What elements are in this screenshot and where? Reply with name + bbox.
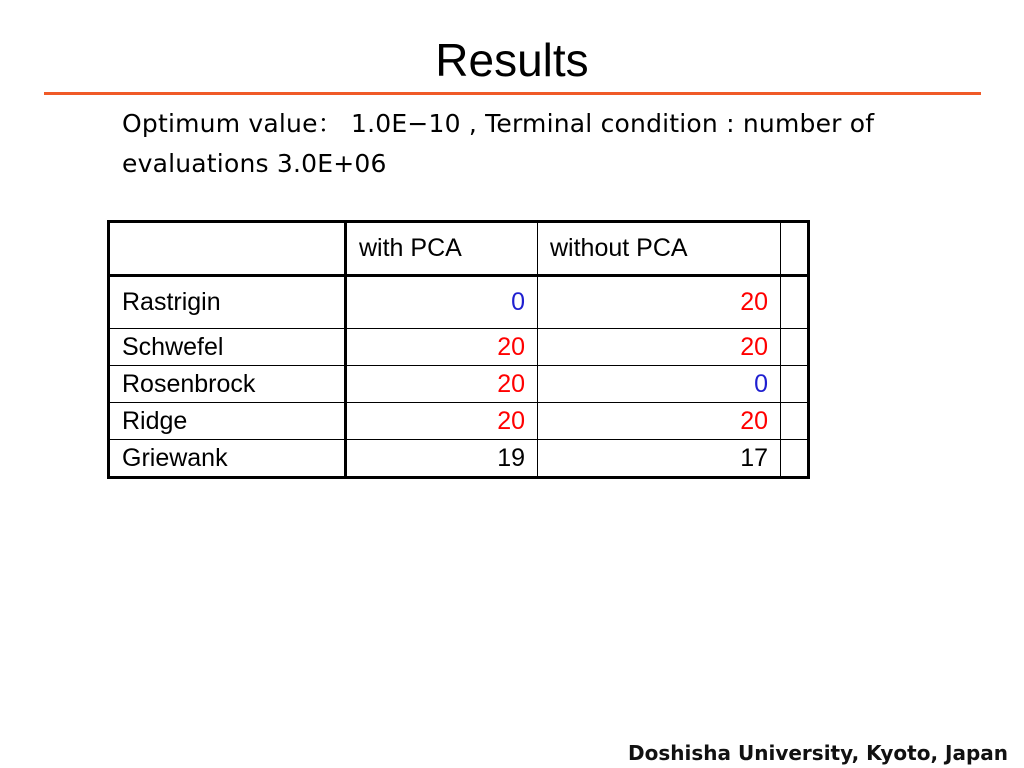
row-function-name: Rosenbrock bbox=[109, 366, 346, 403]
row-without-pca-value: 20 bbox=[538, 276, 781, 329]
footer-affiliation: Doshisha University, Kyoto, Japan bbox=[628, 741, 1008, 765]
title-underline bbox=[44, 92, 981, 95]
row-without-pca-value: 0 bbox=[538, 366, 781, 403]
row-function-name: Ridge bbox=[109, 403, 346, 440]
table-row bbox=[109, 329, 809, 366]
table-header-row bbox=[109, 222, 809, 276]
row-with-pca-value: 19 bbox=[346, 440, 538, 478]
row-with-pca-value: 20 bbox=[346, 403, 538, 440]
row-without-pca-value: 20 bbox=[538, 329, 781, 366]
results-table bbox=[107, 220, 810, 479]
row-extra-cell bbox=[781, 440, 809, 478]
row-function-name: Rastrigin bbox=[109, 276, 346, 329]
table-row bbox=[109, 366, 809, 403]
header-cell-extra bbox=[781, 222, 809, 276]
row-with-pca-value: 0 bbox=[346, 276, 538, 329]
row-extra-cell bbox=[781, 276, 809, 329]
slide-subtitle: Optimum value： 1.0E−10 , Terminal condition : number of evaluations 3.0E+06 bbox=[122, 109, 875, 178]
row-extra-cell bbox=[781, 329, 809, 366]
slide-title: Results bbox=[435, 34, 589, 86]
header-cell-blank bbox=[109, 222, 346, 276]
row-with-pca-value: 20 bbox=[346, 329, 538, 366]
row-without-pca-value: 20 bbox=[538, 403, 781, 440]
row-with-pca-value: 20 bbox=[346, 366, 538, 403]
row-extra-cell bbox=[781, 366, 809, 403]
row-function-name: Griewank bbox=[109, 440, 346, 478]
row-extra-cell bbox=[781, 403, 809, 440]
row-without-pca-value: 17 bbox=[538, 440, 781, 478]
table-row bbox=[109, 403, 809, 440]
header-cell-with-pca: with PCA bbox=[346, 222, 538, 276]
header-cell-without-pca: without PCA bbox=[538, 222, 781, 276]
table-row bbox=[109, 276, 809, 329]
row-function-name: Schwefel bbox=[109, 329, 346, 366]
table-row bbox=[109, 440, 809, 478]
